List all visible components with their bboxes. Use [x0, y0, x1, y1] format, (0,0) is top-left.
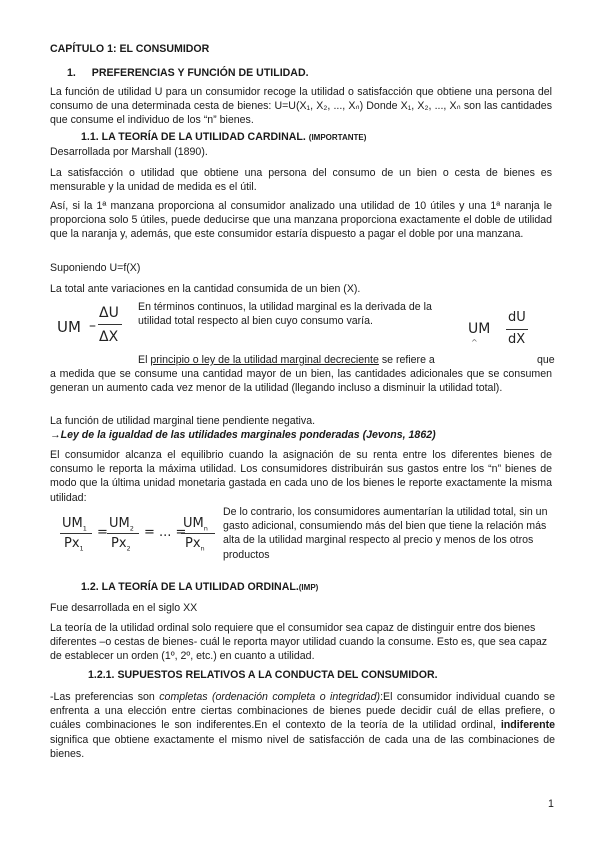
importance-tag: (IMPORTANTE) [308, 133, 367, 142]
section-1-2-developed: Fue desarrollada en el siglo XX [50, 602, 198, 614]
um2-term: $UM_2$ [109, 516, 134, 533]
prefs-end: significa que obtiene exactamente el mismo nivel de satisfacción de cada una de las combinaciones de bienes. [50, 733, 555, 760]
section-1-2-p1: La teoría de la utilidad ordinal solo requiere que el consumidor sea capaz de distinguir entre dos bienes diferentes –o cestas de bienes- cuál le reporta mayor utilidad cuando la consume. Esto es, que sea capaz de establecer un orden (1º, 2º, etc.) en cuanto a utilidad. [50, 622, 548, 663]
equals-1: = [97, 525, 108, 540]
delta-u: ΔU [99, 305, 119, 321]
section-1-2-1-paragraph [50, 690, 555, 761]
derivative-fraction-line [506, 329, 528, 330]
dx-symbol: dX [508, 332, 526, 347]
negative-slope-line: La función de utilidad marginal tiene pendiente negativa. [50, 415, 316, 427]
section-1-1-p2: Así, si la 1ª manzana proporciona al consumidor analizado una utilidad de 10 útiles y una 1ª naranja le proporciona solo 5 útiles, puede deducirse que una manzana proporciona exactamente el doble de utilidad que la naranja y, además, que este consumidor estaría dispuesto a pagar el doble por una manzana. [50, 200, 552, 241]
derivative-formula [468, 310, 548, 355]
equilibrium-paragraph: El consumidor alcanza el equilibrio cuando la asignación de su renta entre los diferentes bienes de consumo le reporta la máxima utilidad. Los consumidores distribuirán sus gastos entre los “n” bienes de modo que la última unidad monetaria gastada en cada uno de los bienes le reporte exactamente la misma utilidad: [50, 449, 552, 504]
px2-term: $Px_2$ [111, 536, 131, 553]
law-explanation: a medida que se consume una cantidad mayor de un bien, las cantidades adicionales que se consumen generan un aumento cada vez menor de la utilidad (llegando incluso a disminuir la utilidad total). [50, 368, 552, 395]
section-1-heading [67, 66, 309, 80]
chapter-title: CAPÍTULO 1: EL CONSUMIDOR [50, 43, 210, 55]
pxn-term: $Px_n$ [185, 536, 205, 553]
section-1-title: PREFERENCIAS Y FUNCIÓN DE UTILIDAD. [91, 67, 309, 79]
px1-term: $Px_1$ [64, 536, 84, 553]
jevons-line [50, 428, 436, 442]
fraction-1-line [60, 533, 92, 534]
fraction-n-line [181, 533, 215, 534]
contrary-text: De lo contrario, los consumidores aumentarían la utilidad total, sin un gasto adicional, consumiendo más del bien que tiene la relación más alta de la utilidad marginal respecto al precio y menos de los otros productos [223, 506, 548, 561]
law-after-1: se refiere a [378, 354, 435, 366]
prefs-italic: completas (ordenación completa o integridad) [159, 691, 381, 703]
du-symbol: dU [508, 310, 526, 325]
section-1-number: 1. [67, 67, 76, 79]
equals-dash: – [89, 318, 96, 334]
law-before: El [138, 354, 151, 366]
continuous-terms-text: En términos continuos, la utilidad marginal es la derivada de la utilidad total respecto al bien cuyo consumo varía. [138, 301, 432, 328]
section-1-2-1-title: 1.2.1. SUPUESTOS RELATIVOS A LA CONDUCTA DEL CONSUMIDOR. [88, 669, 438, 681]
weighted-utilities-formula [60, 512, 220, 557]
section-1-1-p1: La satisfacción o utilidad que obtiene una persona del consumo de un bien o cesta de bienes es mensurable y la unidad de medida es el útil. [50, 167, 552, 194]
law-after-2: que [537, 354, 555, 366]
equals-ellipsis: = ... = [144, 525, 187, 540]
jevons-law: Ley de la igualdad de las utilidades marginales ponderadas (Jevons, 1862) [60, 429, 436, 441]
fraction-line [98, 324, 122, 325]
section-1-1-author: Desarrollada por Marshall (1890). [50, 146, 208, 158]
section-1-1-title: 1.1. LA TEORÍA DE LA UTILIDAD CARDINAL. [81, 131, 306, 143]
law-line [138, 353, 435, 367]
section-1-2-title: 1.2. LA TEORÍA DE LA UTILIDAD ORDINAL. [81, 581, 299, 593]
indiferente-term: indiferente [500, 719, 555, 732]
section-1-2-heading [81, 580, 318, 595]
marginal-utility-formula [57, 303, 132, 351]
section-1-intro: La función de utilidad U para un consumidor recoge la utilidad o satisfacción que obtiene una persona del consumo de una determinada cesta de bienes: U=U(X₁, X₂, ..., Xₙ) Donde X₁, X₂, ..., Xₙ son las cantidades que consume el individuo de los “n” bienes. [50, 86, 552, 127]
prefs-start: -Las preferencias son [50, 691, 160, 703]
arrow-icon: → [50, 429, 61, 441]
umn-term: $UM_n$ [183, 516, 208, 533]
um-derivative-symbol: UM [468, 321, 491, 337]
section-1-1-heading [81, 130, 366, 145]
law-link: principio o ley de la utilidad marginal decreciente [150, 354, 379, 366]
total-variation-line: La total ante variaciones en la cantidad consumida de un bien (X). [50, 283, 361, 295]
um-symbol: UM [57, 318, 81, 336]
supposing-line: Suponiendo U=f(X) [50, 262, 141, 274]
page-number: 1 [548, 798, 554, 810]
prefs-mid: :El consumidor individual cuando se enfrenta a una elección entre ciertas combinaciones de bienes puede decidir cuál de ellas prefiere, o cuáles combinaciones le son indiferentes.En el contexto de la teoría de la utilidad ordinal, [50, 691, 556, 732]
imp-tag: (IMP) [298, 583, 319, 592]
hat-mark: ^ [471, 338, 478, 347]
delta-x: ΔX [99, 329, 119, 345]
fraction-2-line [107, 533, 139, 534]
um1-term: $UM_1$ [62, 516, 87, 533]
